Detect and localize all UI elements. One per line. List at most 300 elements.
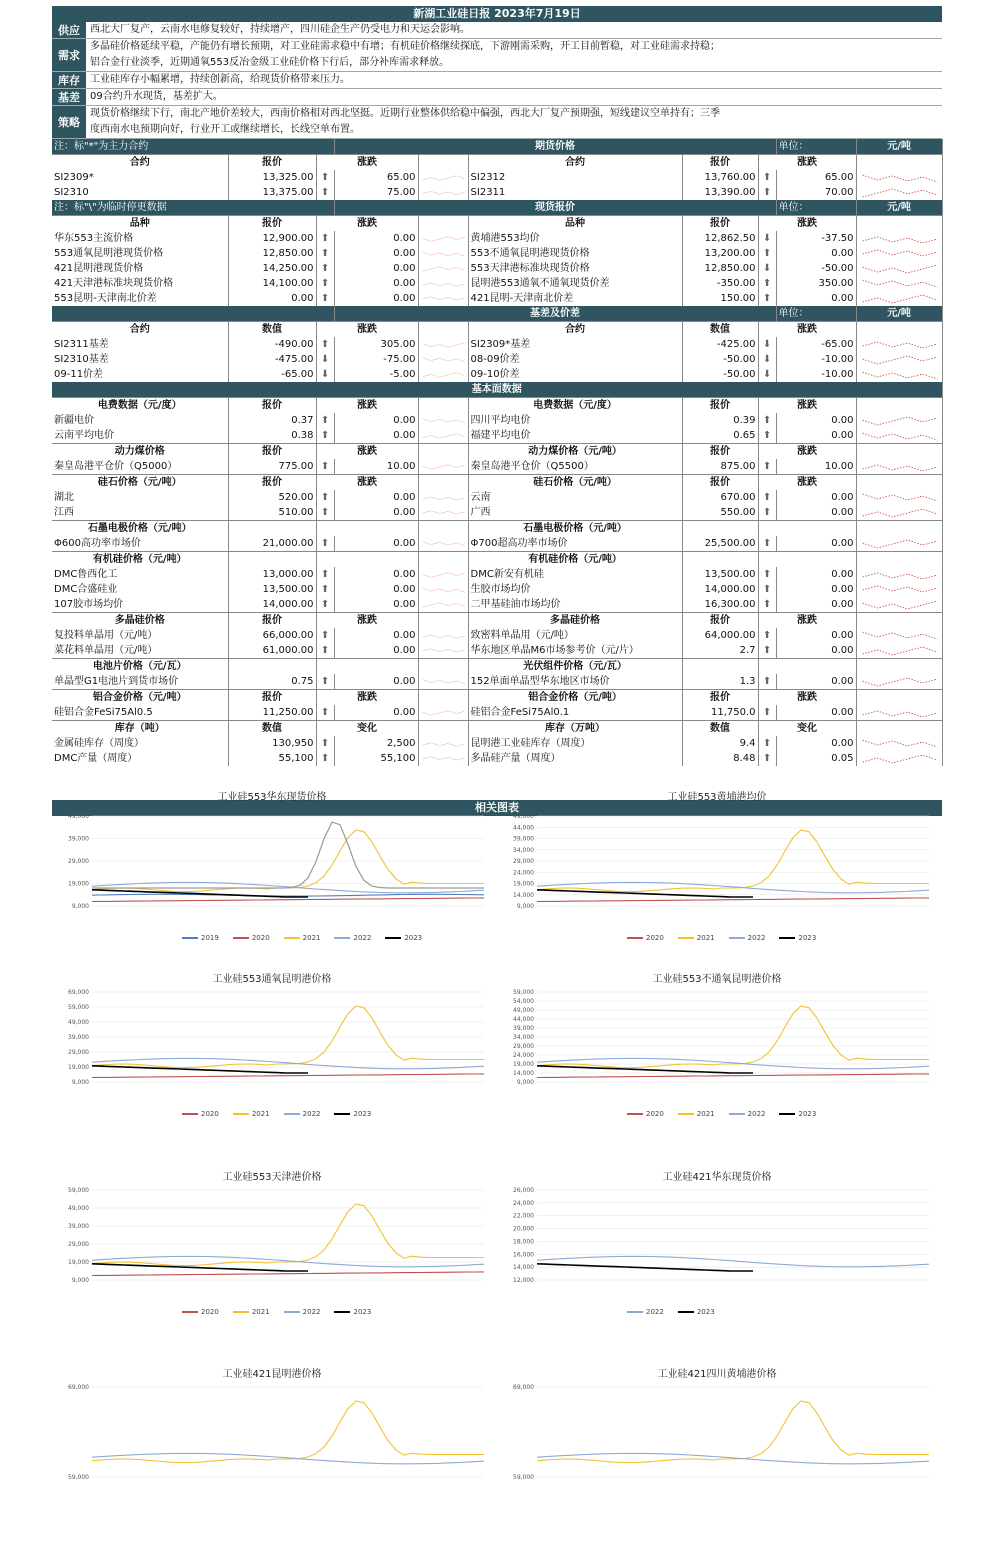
column-header [228,552,316,568]
line-chart [52,970,492,1160]
change-cell: 0.00 [776,705,856,721]
commentary-text: 铝合金行业淡季，近期通氧553反冶金级工业硅价格下行后，部分补库需求释放。 [90,57,450,68]
sparkline [856,751,942,766]
change-cell: 10.00 [334,459,418,475]
table-row [52,751,942,766]
y-tick-label: 24,000 [513,1052,534,1059]
unit-value: 元/吨 [856,306,942,322]
table-row [52,628,942,643]
item-name: SI2310基差 [52,352,228,367]
item-name: 生胶市场均价 [468,582,682,597]
trend-arrow-icon: ⬆ [758,505,776,521]
column-header: 硅石价格（元/吨） [52,475,228,491]
value-cell: 550.00 [682,505,758,521]
value-cell: 130,950 [228,736,316,751]
value-cell: 12,900.00 [228,231,316,246]
table-row [52,185,942,200]
chart-plot [52,1381,492,1531]
legend-item: 2023 [385,934,422,942]
change-cell: 55,100 [334,751,418,766]
series-line-2021 [92,1401,484,1463]
column-header: 动力煤价格（元/吨） [468,444,682,460]
series-line-2021 [92,1204,484,1266]
trend-arrow-icon: ⬇ [316,367,334,382]
column-header: 数值 [682,322,758,338]
y-tick-label: 9,000 [71,1277,89,1284]
sparkline [856,428,942,444]
commentary-text: 09合约升水现货，基差扩大。 [90,91,223,102]
value-cell: 12,850.00 [682,261,758,276]
unit-value: 元/吨 [856,200,942,216]
chart-title: 工业硅553天津港价格 [222,1172,322,1183]
legend-item: 2021 [233,1308,270,1316]
table-row [52,705,942,721]
commentary-row [52,39,942,72]
column-header: 报价 [682,155,758,171]
trend-arrow-icon: ⬆ [316,291,334,306]
chart-title: 工业硅421四川黄埔港价格 [657,1369,777,1380]
charts-area [52,792,942,1481]
y-tick-label: 20,000 [513,1225,534,1233]
item-name: 广西 [468,505,682,521]
chart-title: 工业硅553华东现货价格 [217,792,327,803]
column-header: 报价 [682,690,758,706]
column-header: 涨跌 [316,444,418,460]
column-header-row [52,398,942,414]
change-cell: 0.00 [776,490,856,505]
change-cell: 0.00 [776,413,856,428]
item-name: 421昆明-天津南北价差 [468,291,682,306]
sparkline [418,628,468,643]
section-title: 基差及价差 [334,306,776,322]
column-header: 库存（万吨） [468,721,682,737]
legend-item: 2020 [627,1110,664,1118]
section-header-row [52,200,942,216]
column-header: 涨跌 [316,398,418,414]
column-header-row [52,155,942,171]
trend-arrow-icon: ⬆ [758,490,776,505]
spacer-cell [418,613,468,629]
value-cell: 9.4 [682,736,758,751]
item-name: SI2309*基差 [468,337,682,352]
table-note: 注：标"\"为临时停更数据 [52,200,334,216]
change-cell: -37.50 [776,231,856,246]
trend-arrow-icon: ⬆ [758,674,776,690]
commentary-row [52,106,942,139]
sparkline [856,413,942,428]
value-cell: 670.00 [682,490,758,505]
item-name: 09-10价差 [468,367,682,382]
value-cell: 64,000.00 [682,628,758,643]
column-header: 涨跌 [758,475,856,491]
table-row [52,291,942,306]
item-name: 昆明港553通氧不通氧现货价差 [468,276,682,291]
sparkline [418,459,468,475]
item-name: SI2310 [52,185,228,200]
legend-item: 2023 [678,1308,715,1316]
spacer-cell [418,552,468,568]
y-tick-label: 44,000 [513,824,534,832]
table-row [52,674,942,690]
column-header: 动力煤价格 [52,444,228,460]
commentary-text: 度西南水电预期向好，行业开工或继续增长，长线空单布置。 [90,124,360,135]
value-cell: 8.48 [682,751,758,766]
column-header [758,552,856,568]
change-cell: 0.00 [334,674,418,690]
y-tick-label: 14,000 [513,1070,534,1077]
spacer-cell [418,216,468,232]
column-header: 报价 [228,613,316,629]
column-header: 库存（吨） [52,721,228,737]
column-header: 铝合金价格（元/吨） [52,690,228,706]
trend-arrow-icon: ⬆ [316,705,334,721]
sparkline [856,231,942,246]
commentary-text: 西北大厂复产，云南水电修复较好，持续增产，四川硅企生产仍受电力和天运会影响。 [90,24,470,35]
trend-arrow-icon: ⬆ [316,736,334,751]
column-header-row [52,475,942,491]
y-tick-label: 39,000 [513,1025,534,1032]
column-header: 电池片价格（元/瓦） [52,659,228,675]
sparkline [418,705,468,721]
value-cell: 16,300.00 [682,597,758,613]
y-tick-label: 59,000 [513,1474,534,1481]
y-tick-label: 69,000 [513,1384,534,1391]
change-cell: 2,500 [334,736,418,751]
column-header-row [52,216,942,232]
item-name: 421昆明港现货价格 [52,261,228,276]
column-header: 变化 [316,721,418,737]
column-header: 数值 [228,322,316,338]
item-name: 硅铝合金FeSi75Al0.1 [468,705,682,721]
sparkline [856,185,942,200]
sparkline [856,567,942,582]
item-name: Φ600高功率市场价 [52,536,228,552]
sparkline [856,459,942,475]
y-tick-label: 49,000 [68,1205,89,1212]
trend-arrow-icon: ⬆ [758,428,776,444]
value-cell: 13,325.00 [228,170,316,185]
legend-item: 2023 [779,1110,816,1118]
value-cell: 0.37 [228,413,316,428]
trend-arrow-icon: ⬆ [316,413,334,428]
table-row [52,413,942,428]
value-cell: 13,375.00 [228,185,316,200]
change-cell: 0.00 [334,428,418,444]
sparkline [418,674,468,690]
sparkline [418,490,468,505]
spacer-cell [856,690,942,706]
trend-arrow-icon: ⬆ [758,705,776,721]
trend-arrow-icon: ⬆ [758,643,776,659]
table-row [52,597,942,613]
change-cell: 0.00 [334,536,418,552]
trend-arrow-icon: ⬆ [758,459,776,475]
section-header-row [52,139,942,155]
item-name: DMC新安有机硅 [468,567,682,582]
column-header: 涨跌 [316,216,418,232]
value-cell: 0.65 [682,428,758,444]
sparkline [856,628,942,643]
trend-arrow-icon: ⬆ [316,643,334,659]
legend-item: 2023 [334,1110,371,1118]
column-header [682,659,758,675]
item-name: DMC鲁西化工 [52,567,228,582]
trend-arrow-icon: ⬇ [758,231,776,246]
spacer-cell [418,322,468,338]
sparkline [856,505,942,521]
trend-arrow-icon: ⬆ [758,276,776,291]
commentary-row [52,89,942,106]
y-tick-label: 9,000 [71,903,89,910]
value-cell: 12,850.00 [228,246,316,261]
value-cell: 1.3 [682,674,758,690]
y-tick-label: 34,000 [513,846,534,854]
value-cell: 13,500.00 [228,582,316,597]
chart-legend [627,1308,715,1316]
change-cell: 350.00 [776,276,856,291]
item-name: 421天津港标准块现货价格 [52,276,228,291]
sparkline [418,170,468,185]
table-row [52,352,942,367]
y-tick-label: 9,000 [71,1079,89,1086]
spacer-cell [856,613,942,629]
y-tick-label: 49,000 [513,813,534,820]
column-header: 合约 [52,322,228,338]
spacer-cell [418,659,468,675]
trend-arrow-icon: ⬆ [758,246,776,261]
column-header: 涨跌 [758,690,856,706]
change-cell: 0.00 [334,582,418,597]
line-chart [52,1168,492,1358]
change-cell: 65.00 [776,170,856,185]
value-cell: 21,000.00 [228,536,316,552]
sparkline [856,352,942,367]
spacer-cell [856,444,942,460]
value-cell: -490.00 [228,337,316,352]
change-cell: 0.00 [334,597,418,613]
sparkline [418,751,468,766]
y-tick-label: 59,000 [68,1004,89,1011]
y-tick-label: 19,000 [513,1061,534,1068]
item-name: 福建平均电价 [468,428,682,444]
sparkline [418,413,468,428]
y-tick-label: 9,000 [516,903,534,910]
sparkline [418,276,468,291]
chart-title: 工业硅421华东现货价格 [662,1172,772,1183]
change-cell: -5.00 [334,367,418,382]
item-name: 152单面单晶型华东地区市场价 [468,674,682,690]
table-row [52,505,942,521]
spacer-cell [856,659,942,675]
item-name: 湖北 [52,490,228,505]
table-row [52,567,942,582]
unit-label: 单位： [776,200,856,216]
column-header: 有机硅价格（元/吨） [468,552,682,568]
item-name: 秦皇岛港平仓价（Q5500） [468,459,682,475]
column-header: 涨跌 [316,613,418,629]
change-cell: 0.00 [776,674,856,690]
column-header: 涨跌 [316,322,418,338]
trend-arrow-icon: ⬆ [316,674,334,690]
sparkline [856,643,942,659]
item-name: 华东553主流价格 [52,231,228,246]
table-row [52,582,942,597]
trend-arrow-icon: ⬆ [316,170,334,185]
change-cell: 305.00 [334,337,418,352]
item-name: 新疆电价 [52,413,228,428]
trend-arrow-icon: ⬆ [758,736,776,751]
y-tick-label: 69,000 [68,1384,89,1391]
value-cell: 13,760.00 [682,170,758,185]
legend-item: 2020 [627,934,664,942]
commentary-label: 策略 [52,106,86,138]
trend-arrow-icon: ⬆ [316,597,334,613]
y-tick-label: 12,000 [513,1277,534,1284]
table-row [52,459,942,475]
sparkline [856,246,942,261]
trend-arrow-icon: ⬆ [316,428,334,444]
data-table [52,139,943,766]
column-header [682,552,758,568]
series-line-2020 [92,898,484,902]
item-name: 二甲基硅油市场均价 [468,597,682,613]
y-tick-label: 19,000 [68,1064,89,1071]
chart-legend [182,934,422,942]
column-header: 多晶硅价格 [468,613,682,629]
sparkline [856,674,942,690]
trend-arrow-icon: ⬆ [758,413,776,428]
change-cell: 0.00 [776,567,856,582]
series-line-grey [92,822,484,888]
series-line-2020 [537,898,929,902]
chart-title: 工业硅553不通氧昆明港价格 [652,974,782,985]
y-tick-label: 18,000 [513,1238,534,1246]
value-cell: 12,862.50 [682,231,758,246]
trend-arrow-icon: ⬆ [758,582,776,597]
chart-title: 工业硅553通氧昆明港价格 [212,974,332,985]
value-cell: -475.00 [228,352,316,367]
legend-item: 2023 [779,934,816,942]
change-cell: 0.00 [334,643,418,659]
change-cell: -10.00 [776,367,856,382]
item-name: 四川平均电价 [468,413,682,428]
value-cell: 875.00 [682,459,758,475]
trend-arrow-icon: ⬆ [316,536,334,552]
item-name: 553不通氧昆明港现货价格 [468,246,682,261]
chart-legend [182,1110,371,1118]
column-header: 报价 [228,155,316,171]
spacer-cell [418,690,468,706]
value-cell: 13,200.00 [682,246,758,261]
item-name: 华东地区单晶M6市场参考价（元/片） [468,643,682,659]
table-row [52,643,942,659]
change-cell: 0.00 [776,597,856,613]
y-tick-label: 14,000 [513,1264,534,1272]
series-line-2020 [537,1074,929,1078]
item-name: 553昆明-天津南北价差 [52,291,228,306]
trend-arrow-icon: ⬆ [758,170,776,185]
line-chart [497,1365,937,1555]
trend-arrow-icon: ⬆ [758,185,776,200]
value-cell: -350.00 [682,276,758,291]
column-header: 涨跌 [758,444,856,460]
y-tick-label: 29,000 [513,858,534,865]
legend-item: 2021 [678,934,715,942]
sparkline [856,705,942,721]
sparkline [418,643,468,659]
change-cell: -65.00 [776,337,856,352]
column-header-row [52,322,942,338]
value-cell: 55,100 [228,751,316,766]
item-name: 云南 [468,490,682,505]
sparkline [418,428,468,444]
change-cell: -10.00 [776,352,856,367]
value-cell: 510.00 [228,505,316,521]
sparkline [418,536,468,552]
chart-title: 工业硅421昆明港价格 [222,1369,322,1380]
column-header: 数值 [228,721,316,737]
sparkline [418,567,468,582]
chart-plot [497,1184,937,1334]
table-row [52,261,942,276]
y-tick-label: 69,000 [68,989,89,996]
item-name: Φ700超高功率市场价 [468,536,682,552]
column-header: 涨跌 [316,475,418,491]
trend-arrow-icon: ⬆ [758,751,776,766]
value-cell: 150.00 [682,291,758,306]
sparkline [418,291,468,306]
change-cell: 0.00 [334,246,418,261]
change-cell: -75.00 [334,352,418,367]
value-cell: 14,000.00 [682,582,758,597]
sparkline [418,597,468,613]
chart-legend [182,1308,371,1316]
y-tick-label: 39,000 [68,1034,89,1041]
y-tick-label: 49,000 [68,1019,89,1026]
column-header: 硅石价格（元/吨） [468,475,682,491]
value-cell: 13,000.00 [228,567,316,582]
y-tick-label: 49,000 [513,1007,534,1014]
sparkline [418,261,468,276]
change-cell: 65.00 [334,170,418,185]
section-header-row [52,382,942,398]
column-header: 铝合金价格（元/吨） [468,690,682,706]
y-tick-label: 19,000 [513,880,534,888]
sparkline [856,337,942,352]
spacer-cell [856,216,942,232]
column-header [758,521,856,537]
column-header: 石墨电极价格（元/吨） [52,521,228,537]
table-row [52,428,942,444]
trend-arrow-icon: ⬆ [316,505,334,521]
spacer-cell [856,322,942,338]
column-header: 有机硅价格（元/吨） [52,552,228,568]
column-header: 涨跌 [758,613,856,629]
spacer-cell [418,475,468,491]
spacer-cell [856,398,942,414]
trend-arrow-icon: ⬆ [316,628,334,643]
change-cell: 0.00 [334,276,418,291]
column-header: 光伏组件价格（元/瓦） [468,659,682,675]
sparkline [418,736,468,751]
commentary-text: 多晶硅价格延续平稳，产能仍有增长预期，对工业硅需求稳中有增；有机硅价格继续探底，下游刚需采购，开工目前暂稳，对工业硅需求持稳； [90,41,720,52]
item-name: 复投料单晶用（元/吨） [52,628,228,643]
column-header [316,521,418,537]
spacer-cell [418,521,468,537]
column-header: 变化 [758,721,856,737]
item-name: SI2309* [52,170,228,185]
trend-arrow-icon: ⬆ [316,490,334,505]
